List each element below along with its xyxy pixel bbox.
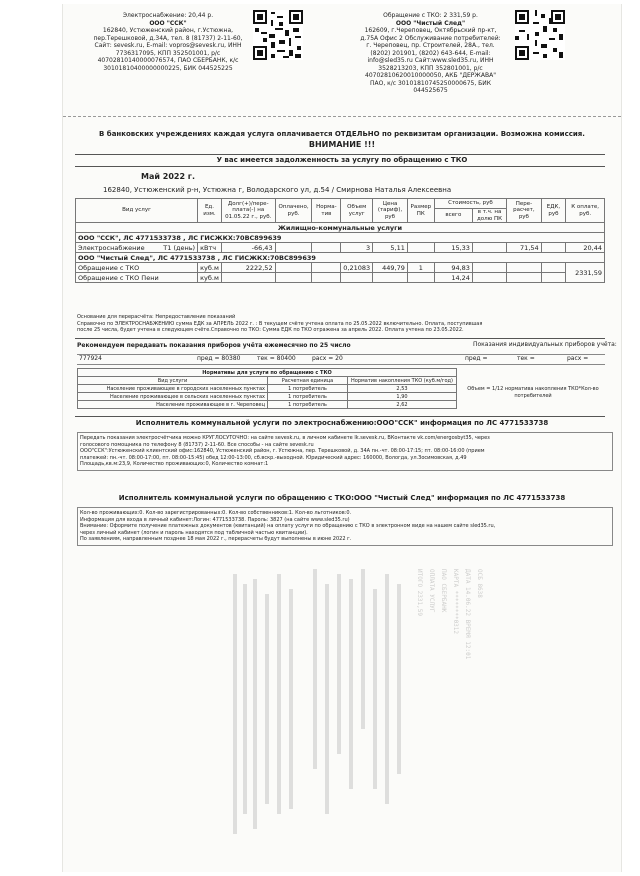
norms-header-row	[78, 377, 457, 385]
meter-usage-2: расх =	[567, 355, 589, 362]
norm-value: 2,62	[348, 401, 457, 409]
table-row	[76, 273, 605, 283]
col-norm: Норма-тив	[312, 199, 341, 223]
pk-cell	[407, 273, 434, 283]
meter-recommendation: Рекомендуем передавать показания приборов учёта ежемесячно по 25 число	[77, 342, 351, 349]
norm-service: Население проживающее в сельских населенных пунктах	[78, 393, 268, 401]
col-service: Вид услуг	[76, 199, 198, 223]
total-cell: 15,33	[434, 243, 472, 253]
receipt-line: ОСБ 8638	[476, 569, 483, 598]
price-cell: 5,11	[373, 243, 408, 253]
col-volume: Объем услуг	[341, 199, 373, 223]
attention-label: ВНИМАНИЕ !!!	[308, 140, 376, 149]
receipt-line: КАРТА ********0312	[452, 569, 459, 635]
executor-ssk-info	[77, 432, 613, 471]
receipt-line: ДАТА 14.06.22 ВРЕМЯ 12:01	[464, 569, 471, 660]
col-pk: Размер ПК	[407, 199, 434, 223]
ssk-line: 162840, Устюженский район, г.Устюжна,	[102, 27, 234, 34]
norm-cell	[312, 243, 341, 253]
info-line: ООО"ССК":Устюженский клиентский офис:162840, Устюженский район, г. Устюжна, пер. Терешковой, д. 34А пн.-чт. 08:00-17:15; пт. 08:00-16:00 (прием	[80, 448, 485, 454]
norm-cell	[312, 263, 341, 273]
executor-sled-title: Исполнитель коммунальной услуги по обращению с ТКО:ООО "Чистый След" информация по ЛС 4771533738	[118, 494, 566, 502]
table-provider-row	[76, 233, 605, 243]
recalc-cell: 71,54	[507, 243, 542, 253]
info-line: Кол-во проживающих:0. Кол-во зарегистрированных:0. Кол-во собственников:1. Кол-во льготников:0.	[80, 510, 352, 516]
table-header-row	[76, 199, 605, 209]
sled-line: д.75А Офис 2 Обслуживание потребителей:	[360, 34, 501, 42]
recalc-cell	[507, 273, 542, 283]
volume-cell: 0,21083	[341, 263, 373, 273]
recalc-cell	[507, 263, 542, 273]
edk-cell	[541, 263, 566, 273]
table-provider-row	[76, 253, 605, 263]
col-pk-share: в т.ч. на долю ПК	[472, 209, 506, 223]
period-title: Май 2022 г.	[141, 172, 196, 181]
executor-sled-info	[77, 507, 613, 546]
meter-row	[77, 354, 605, 365]
bank-receipt-imprint	[213, 564, 513, 864]
ssk-org-name: ООО "ССК"	[149, 19, 187, 27]
charges-table	[75, 198, 605, 283]
info-line: Площадь,кв.м:23,9, Количество проживающих:0, Количество комнат:1	[80, 461, 269, 467]
provider-ssk: ООО "ССК", ЛС 4771533738 , ЛС ГИСЖКХ:70BC899639	[76, 233, 605, 243]
norm-unit: 1 потребитель	[268, 401, 348, 409]
col-debt: Долг(+)/пере-плата(-) на 01.05.22 г., руб.	[221, 199, 275, 223]
tariff-zone: T1 (день)	[163, 243, 196, 252]
tko-amount: Обращение с ТКО: 2 331,59 р.	[383, 12, 478, 19]
ssk-line: Сайт: sevesk.ru, E-mail: vopros@sevesk.ru, ИНН	[94, 42, 242, 49]
bill-sheet	[62, 4, 622, 872]
price-cell	[373, 273, 408, 283]
debt-notice: У вас имеется задолженность за услугу по обращению с ТКО	[216, 156, 468, 164]
norm-cell	[312, 273, 341, 283]
paid-cell	[275, 243, 312, 253]
col-paid: Оплачено, руб.	[275, 199, 312, 223]
info-line: По заявлениям, направленным позднее 18 мая 2022 г., перерасчеты будут выполнены в июне 2022 г.	[80, 536, 352, 542]
col-unit: Ед. изм.	[198, 199, 222, 223]
info-line: через личный кабинет (логин и пароль находятся под табличной частью квитанции).	[80, 529, 308, 536]
col-cost: Стоимость, руб	[434, 199, 506, 209]
provider-sled: ООО "Чистый След", ЛС 4771533738 , ЛС ГИСЖКХ:70BC899639	[76, 253, 605, 263]
norms-title-row	[78, 369, 457, 377]
service-cell	[76, 243, 198, 253]
service-name: Электроснабжение	[78, 243, 145, 252]
col-edk: ЕДК, руб	[541, 199, 566, 223]
pk-share-cell	[472, 243, 506, 253]
sled-line: 162609, г.Череповец, Октябрьский пр-кт,	[364, 27, 497, 34]
meter-readings-label: Показания индивидуальных приборов учёта:	[473, 341, 617, 348]
pk-share-cell	[472, 273, 506, 283]
volume-cell	[341, 273, 373, 283]
meter-number: 777924	[79, 355, 102, 362]
meter-prev: пред = 80380	[197, 355, 241, 362]
note-line: после 25 числа, будет учтена в следующем счёте.Справочно по ТКО: Сумма ЕДК по ТКО отражена за апрель 2022. Оплата учтена по 23.05.2022.	[77, 327, 464, 333]
sled-line: г. Череповец, пр. Строителей, 28А., тел.	[366, 42, 495, 49]
ssk-line: 7736317095, КПП 352501001, р/с	[115, 49, 221, 57]
sled-line: (8202) 201901, (8202) 643-644, E-mail:	[370, 49, 491, 57]
bank-notice: В банковских учреждениях каждая услуга оплачивается ОТДЕЛЬНО по реквизитам организации. Возможна комиссия.	[99, 130, 585, 138]
ssk-line: пер.Терешковой, д.34А, тел. 8 (81737) 2-11-60,	[93, 34, 243, 42]
divider	[75, 166, 605, 167]
col-total: всего	[434, 209, 472, 223]
edk-cell	[541, 273, 566, 283]
norms-formula: Объем = 1/12 норматива накопления ТКО*Кол-во потребителей	[467, 386, 599, 399]
electricity-amount: Электроснабжение: 20,44 р.	[122, 12, 214, 19]
norm-service: Население проживающее в городских населенных пунктах	[78, 385, 268, 393]
receipt-line: ПАО СБЕРБАНК	[440, 569, 447, 613]
norms-col-service: Вид услуги	[78, 377, 268, 385]
unit-cell: куб.м	[198, 273, 222, 283]
norms-col-value: Норматив накопления ТКО (куб.м/год)	[348, 377, 457, 385]
sled-org-name: ООО "Чистый След"	[395, 19, 466, 27]
total-cell: 94,83	[434, 263, 472, 273]
info-line: Передать показания электросчётчика можно КРУГЛОСУТОЧНО: на сайте sevesk.ru, в личном кабинете lk.sevesk.ru, ВКонтакте vk.com/energosbyt35, через	[80, 435, 490, 441]
meter-curr: тек = 80400	[257, 355, 296, 362]
sled-line: 3528213203, КПП 352801001, р/с	[378, 64, 483, 72]
sled-line: info@sled35.ru Сайт:www.sled35.ru, ИНН	[367, 57, 494, 64]
sled-line: 40702810620010000050, АКБ "ДЕРЖАВА"	[365, 72, 496, 79]
col-price: Цена (тариф), руб	[373, 199, 408, 223]
recalc-note	[77, 314, 607, 334]
paid-cell	[275, 273, 312, 283]
paid-cell	[275, 263, 312, 273]
table-row	[78, 401, 457, 409]
debt-cell: 2222,52	[221, 263, 275, 273]
section-housing: Жилищно-коммунальные услуги	[76, 223, 605, 233]
debt-cell	[221, 273, 275, 283]
info-line: Внимание: Оформите получение платежных документов (квитанций) на оплату услуги по обращению с ТКО в электронном виде на нашем сайте sled35.ru,	[80, 523, 496, 529]
cut-line	[63, 116, 621, 117]
unit-cell: кВтч	[198, 243, 222, 253]
table-section-row	[76, 223, 605, 233]
meter-prev-2: пред =	[465, 355, 488, 362]
pk-share-cell	[472, 263, 506, 273]
norms-col-unit: Расчетная единица	[268, 377, 348, 385]
meter-curr-2: тек =	[517, 355, 535, 362]
pk-cell: 1	[407, 263, 434, 273]
divider	[75, 154, 605, 155]
norm-unit: 1 потребитель	[268, 385, 348, 393]
table-row	[76, 243, 605, 253]
payer-address: 162840, Устюженский р-н, Устюжна г, Володарского ул, д.54 / Смирнова Наталья Алексеевна	[103, 186, 452, 194]
table-row	[76, 263, 605, 273]
pk-cell	[407, 243, 434, 253]
norm-service: Население проживающее в г. Череповец	[78, 401, 268, 409]
norm-value: 1,90	[348, 393, 457, 401]
header-right	[348, 12, 513, 95]
note-line: Справочно по ЭЛЕКТРОСНАБЖЕНИЮ сумма ЕДК за АПРЕЛЬ 2022 г. : В текущем счёте учтена оплата по 25.05.2022 включительно. Оплата, поступившая	[77, 320, 483, 327]
sled-line: 044525675	[413, 87, 448, 94]
table-row	[78, 393, 457, 401]
info-line: платежей: пн.-чт. 08:00-17:00, пт. 08:00-15:45) обед 12:00-13:00, сб.вскр.-выходной. Юридический адрес: 160000, Вологда, ул.Зосимовская, д.49	[80, 454, 467, 461]
qr-code-sled	[515, 10, 565, 60]
service-name: Обращение с ТКО Пени	[76, 273, 198, 283]
norms-title: Нормативы для услуги по обращению с ТКО	[78, 369, 457, 377]
topay-cell: 2331,59	[566, 263, 605, 283]
debt-cell: -66,43	[221, 243, 275, 253]
norm-value: 2,53	[348, 385, 457, 393]
service-name: Обращение с ТКО	[76, 263, 198, 273]
ssk-line: 40702810140000076574, ПАО СБЕРБАНК, к/с	[97, 57, 239, 64]
divider	[75, 416, 605, 417]
info-line: Информация для входа в личный кабинет:Логин: 4771533738. Пароль: 3827 (на сайте www.sled35.ru)	[80, 516, 350, 523]
sled-line: ПАО, к/с 30101810745250000675, БИК	[369, 79, 492, 87]
receipt-line: ИТОГО 2331,59	[416, 569, 423, 616]
edk-cell	[541, 243, 566, 253]
meter-usage: расх = 20	[312, 355, 343, 362]
qr-code-ssk	[253, 10, 303, 60]
executor-ssk-title: Исполнитель коммунальной услуги по электроснабжению:ООО"ССК" информация по ЛС 4771533738	[135, 419, 549, 427]
receipt-text-texture	[213, 564, 513, 864]
norm-unit: 1 потребитель	[268, 393, 348, 401]
topay-cell: 20,44	[566, 243, 605, 253]
header-left	[83, 12, 253, 72]
col-recalc: Пере-расчет, руб	[507, 199, 542, 223]
table-row	[78, 385, 457, 393]
info-line: голосового помощника по телефону 8 (81737) 2-11-60. Все способы - на сайте sevesk.ru	[80, 441, 314, 448]
total-cell: 14,24	[434, 273, 472, 283]
norms-table	[77, 368, 457, 409]
divider	[75, 338, 605, 339]
receipt-line: ОПЛАТА УСЛУГ	[428, 569, 435, 613]
note-line: Основание для перерасчёта: Непредоставление показаний	[77, 314, 236, 320]
col-topay: К оплате, руб.	[566, 199, 605, 223]
unit-cell: куб.м	[198, 263, 222, 273]
ssk-line: 30101810400000000225, БИК 044525225	[103, 64, 233, 72]
price-cell: 449,79	[373, 263, 408, 273]
volume-cell: 3	[341, 243, 373, 253]
